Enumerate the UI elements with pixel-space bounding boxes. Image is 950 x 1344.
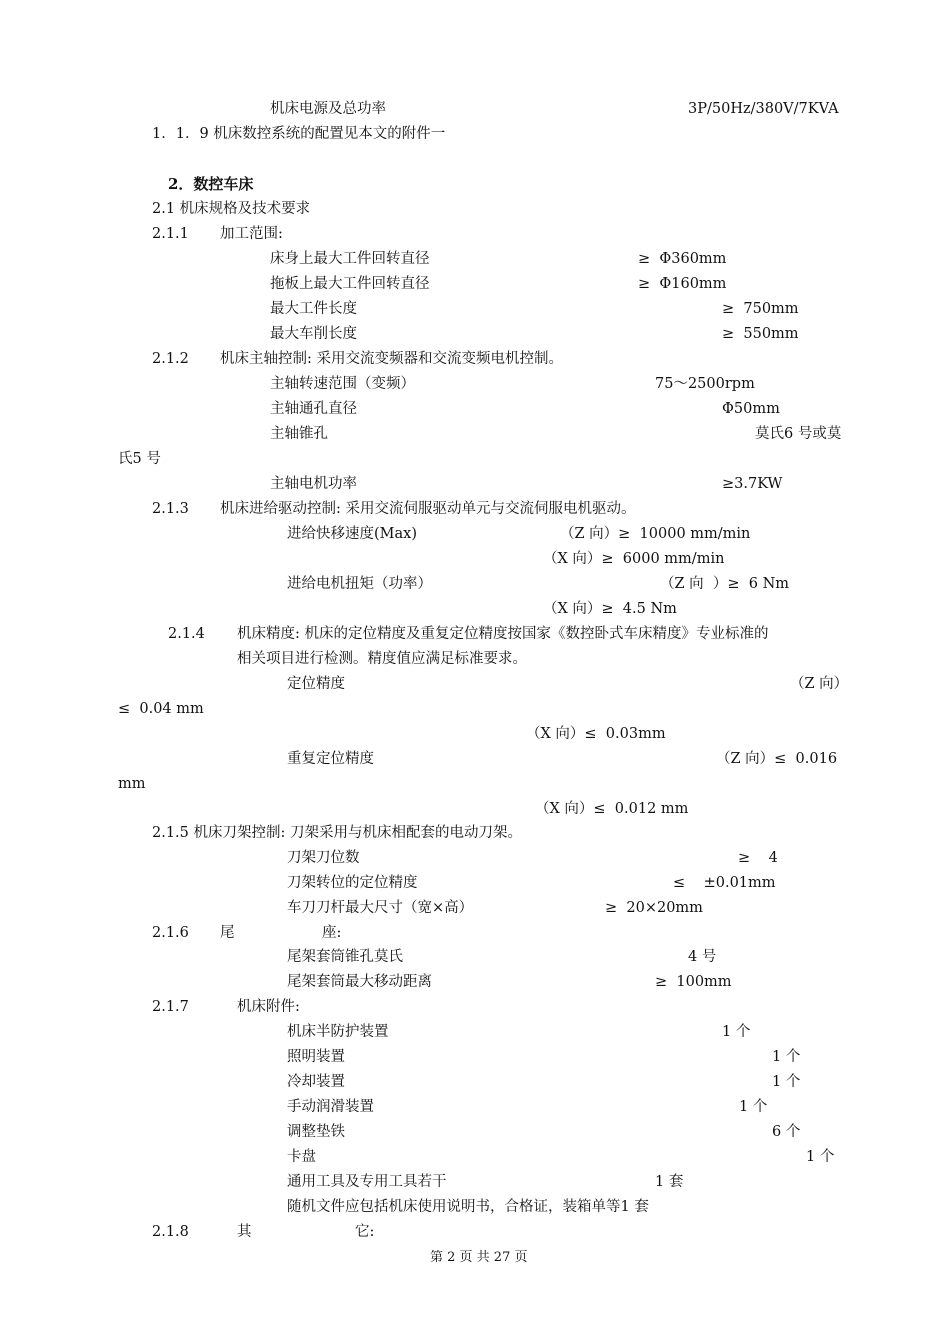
spec-value: 1 个 [722,1024,751,1040]
spec-value: （Z 向 ）≥ 6 Nm [660,576,790,592]
clause-title: 机床精度: 机床的定位精度及重复定位精度按国家《数控卧式车床精度》专业标准的 [237,626,769,642]
spec-value: 1 个 [772,1074,801,1090]
spec-value: 4 号 [688,949,717,965]
spec-label: 照明装置 [287,1049,345,1065]
spec-label: 冷却装置 [287,1074,345,1090]
clause-title: 其 [237,1224,252,1240]
spec-value: （Z 向）≤ 0.016 [716,751,838,767]
spec-label: 通用工具及专用工具若干 [287,1174,447,1190]
clause-title: 机床附件: [237,999,300,1015]
clause-title: 机床进给驱动控制: 采用交流伺服驱动单元与交流伺服电机驱动。 [220,501,636,517]
spec-label: 最大车削长度 [270,326,357,342]
spec-label: 拖板上最大工件回转直径 [270,276,430,292]
spec-value: ≥ Φ160mm [638,276,727,292]
spec-label: 主轴转速范围（变频） [270,376,415,392]
clause-text: 相关项目进行检测。精度值应满足标准要求。 [237,651,527,667]
spec-value: ≥3.7KW [722,476,783,492]
spec-label: 重复定位精度 [287,751,374,767]
spec-label: 床身上最大工件回转直径 [270,251,430,267]
spec-label: 最大工件长度 [270,301,357,317]
spec-value: ≥ 100mm [655,974,732,990]
spec-value-continued: mm [118,776,146,792]
clause-number: 2.1.1 [152,226,189,242]
spec-value: 1 个 [806,1149,835,1165]
spec-label: 主轴通孔直径 [270,401,357,417]
spec-label: 机床电源及总功率 [270,101,386,117]
spec-label: 车刀刀杆最大尺寸（宽×高） [287,900,474,916]
spec-value: （X 向）≤ 0.012 mm [535,801,689,817]
spec-label: 刀架转位的定位精度 [287,875,418,891]
spec-value: （X 向）≥ 4.5 Nm [543,601,677,617]
spec-value: ≥ 20×20mm [605,900,703,916]
clause-text: 1．1．9 机床数控系统的配置见本文的附件一 [152,126,446,142]
spec-label: 尾架套筒最大移动距离 [287,974,432,990]
spec-value-continued: 氏5 号 [118,451,161,467]
spec-label: 尾架套筒锥孔莫氏 [287,949,403,965]
spec-value: ≥ Φ360mm [638,251,727,267]
page-footer: 第 2 页 共 27 页 [430,1250,528,1265]
spec-value: ≥ 550mm [722,326,799,342]
spec-label: 进给快移速度(Max) [287,526,417,542]
spec-value: 1 个 [772,1049,801,1065]
clause-title: 它: [355,1224,375,1240]
clause-number: 2.1.4 [168,626,205,642]
spec-value: 1 个 [739,1099,768,1115]
spec-value: 1 套 [655,1174,684,1190]
section-heading: 2．数控车床 [168,175,254,193]
spec-value: 莫氏6 号或莫 [755,426,842,442]
clause-title: 尾 [220,925,235,941]
spec-label: 手动润滑装置 [287,1099,374,1115]
spec-value: 3P/50Hz/380V/7KVA [688,101,839,117]
subsection-heading: 2.1 机床规格及技术要求 [152,201,311,217]
spec-value: ≥ 4 [738,850,778,866]
spec-label: 随机文件应包括机床使用说明书，合格证，装箱单等1 套 [287,1199,649,1215]
spec-label: 进给电机扭矩（功率） [287,576,432,592]
spec-value-continued: ≤ 0.04 mm [118,701,204,717]
clause-title: 座: [322,925,342,941]
spec-label: 刀架刀位数 [287,850,360,866]
clause-number: 2.1.2 [152,351,189,367]
spec-value: （X 向）≥ 6000 mm/min [543,551,725,567]
spec-label: 定位精度 [287,676,345,692]
clause-title: 机床主轴控制: 采用交流变频器和交流变频电机控制。 [220,351,563,367]
clause-title: 2.1.5 机床刀架控制: 刀架采用与机床相配套的电动刀架。 [152,825,522,841]
spec-value: （Z 向）≥ 10000 mm/min [560,526,751,542]
clause-number: 2.1.7 [152,999,189,1015]
spec-value: 75～2500rpm [655,376,755,392]
spec-value: （X 向）≤ 0.03mm [526,726,666,742]
clause-number: 2.1.6 [152,925,189,941]
spec-label: 主轴锥孔 [270,426,328,442]
clause-title: 加工范围: [220,226,283,242]
spec-value: ≥ 750mm [722,301,799,317]
clause-number: 2.1.8 [152,1224,189,1240]
spec-label: 主轴电机功率 [270,476,357,492]
spec-label: 机床半防护装置 [287,1024,389,1040]
spec-value: ≤ ±0.01mm [673,875,776,891]
spec-value: （Z 向） [790,676,849,692]
spec-label: 卡盘 [287,1149,316,1165]
spec-label: 调整垫铁 [287,1124,345,1140]
spec-value: Φ50mm [722,401,780,417]
clause-number: 2.1.3 [152,501,189,517]
spec-value: 6 个 [772,1124,801,1140]
